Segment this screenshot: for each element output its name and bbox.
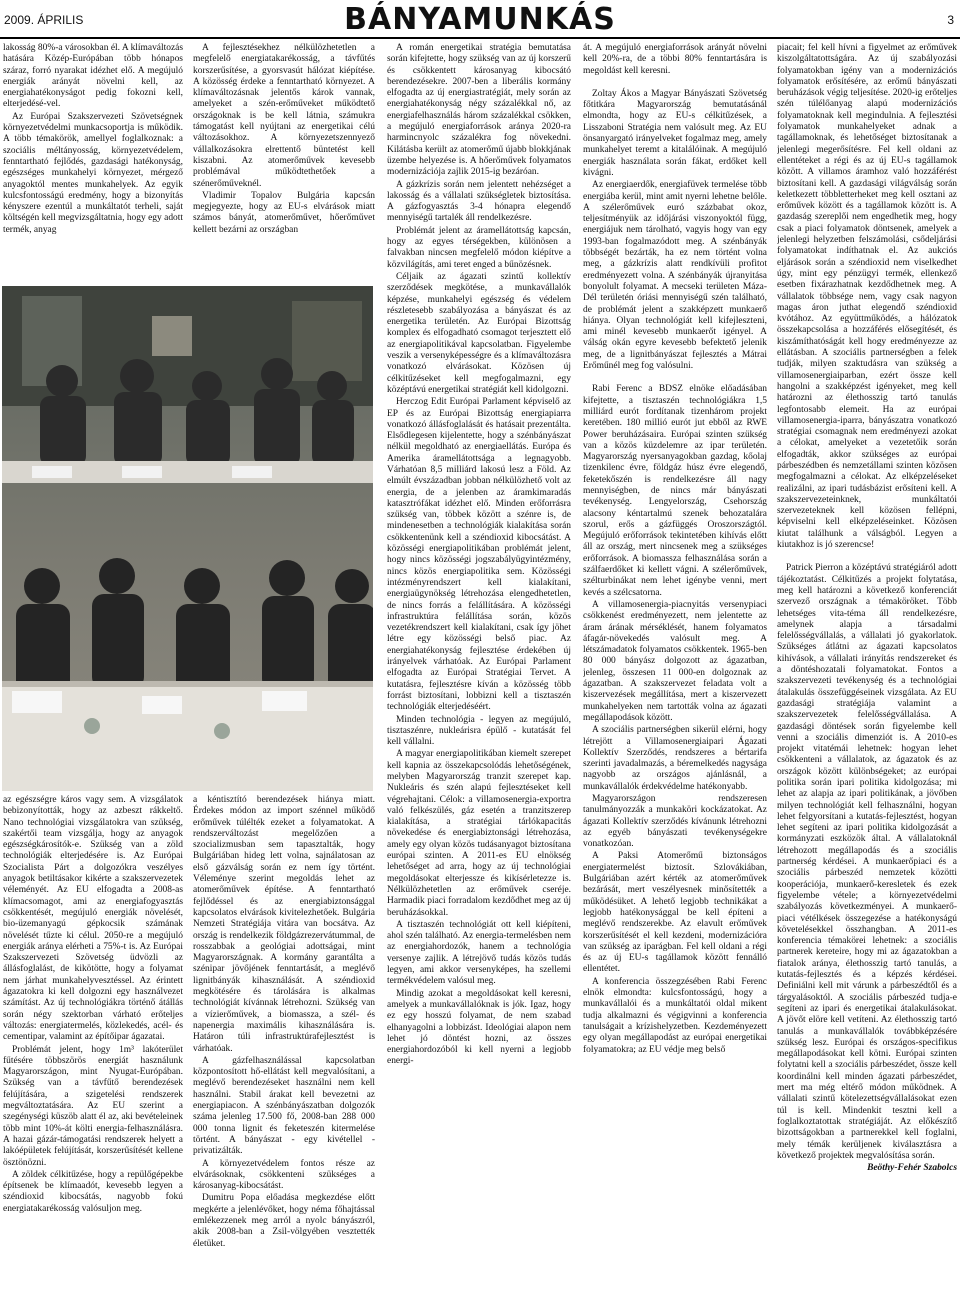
- paragraph: az egészségre káros vagy sem. A vizsgálatok bebizonyították, hogy az azbeszt rákkeltő. Nano technológiai vizsgálatokra van szükség, szakértői team vizsgálja, hogy az anyagok egészségkárosítók-e. Szükség van a zöld technológiák elterjedésére is. Az Európai Szocialista Párt a dolgozókra veszélyes anyagok betiltásakor kikérte a szakszervezetek véleményét. Az EU elfogadta a 2008-as klímacsomagot, ami az energiafogyasztás csökkentését, megújuló energiák növelését, bio-üzemanyagú gépkocsik számának növelését tűzte ki célul. 2050-re a megújuló energiák aránya elérheti a 75%-t is. Az Európai Szakszervezeti Szövetség üdvözli az állásfoglalást, de kikötötte, hogy a folyamat nem járhat munkahelyvesztéssel. Az érintett ágazatokra ki kell dolgozni egy használvezet számítást. Az új technológiákra történő átállás során négy szektorban várható erőteljes változás: energiatermelés, közlekedés, acél- és cementipar, valamint az építőipar ágazatai.: [3, 795, 183, 1043]
- paragraph: Az energiaerdők, energiafüvek termelése több energiába kerül, mint amit nyerni lehetne belőle. A szélerőművek euró százbabat okoz, teljesítményük az időjárási viszonyoktól függ, energiájuk nem tárolható, vagyis hogy van egy 1993-ban fogalmazódott meg. A szénbányák többségét bezárták, ha ez nem történt volna meg, a gázkrízis alatt rendkívüli profitot eredményezett volna. A szénbányák újranyitása bonyolult folyamat. A mecseki területen Máza-Dél területén óriási mennyiségű szén található, de problémát jelent a szakképzett munkaerő hiánya. Olyan technológiát kell kifejleszteni, ami minél kevesebb munkaerőt igényel. A válság okán egyre kevesebb befektető jelenik meg, de a lignitbányászat fejlesztés a Mátrai Erőműnél meg fog valósulni.: [583, 180, 767, 372]
- paragraph: A magyar energiapolitikában kiemelt szerepet kell kapnia az összekapcsolódás lehetőségének, melyben Magyarország tranzit szerepet kap. Nukleáris és szén alapú fejlesztéseket kell végrehajtani. Célok: a villamosenergia-exportra való felkészülés, gáz esetén a tranzitszerep kialakítása, a stratégiai tárlókapacitás növekedése és energiabiztonsági létrehozása, amely egy olyan közös tudásanyagot biztosítana európai szinten. A 2011-es EU elnökség lehetőséget ad arra, hogy az új technológiai megoldásokat elterjessze és kikísérletezze is. Nélkülözhetetlen az erőművek cseréje. Harmadik piaci forradalom kezdődhet meg az új beruházásokkal.: [387, 749, 571, 918]
- spacer: [777, 552, 957, 562]
- paragraph: A fejlesztésekhez nélkülözhetetlen a megfelelő energiatakarékosság, a távfűtés korszerűsítése, a gyorsvasút hálózat kiépítése. A közösség érdeke a fenntartható környezet. A klímaváltozásnak jelentős károk vannak, amelyeket a szén-erőműveket működtető országoknak is be kell látnia, számukra támogatást kell nyújtani az energetikai célú változásokhoz. A környezetszennyező vállalkozásokra elrettentő büntetést kell kiszabni. Az atomerőművek kevesebb problémával működtethetőek a szénerőműveknél.: [193, 43, 375, 189]
- paragraph: át. A megújuló energiaforrások arányát növelni kell 20%-ra, de a többi 80% fenntartására is megoldást kell keresni.: [583, 43, 767, 76]
- conference-photo: [2, 286, 373, 791]
- paragraph: lakosság 80%-a városokban él. A klímaváltozás hatására Közép-Európában több hónapos száraz, forró nyarakat idézhet elő. A megújuló energiák arányát növelni kell, az energiahatékonyságot pedig fokozni kell, elterjedésé-vel.: [3, 43, 183, 110]
- paragraph: Az Európai Szakszervezeti Szövetségnek környezetvédelmi munkacsoportja is működik. A több témakörök, amellyel foglalkoznak: a szociális méltányosság, környezetvédelem, fenntartható fejlődés, gazdasági hatékonyság, egészséges munkahelyi környezet, mérgező anyagoktól mentes munkahelyek. Az egyik kulcsfontosságú eredmény, hogy a bizonyítás kényszere ezentúl a munkáltatót terheli, saját költségén kell megvizsgáltatnia, hogy egy adott termék, anyag: [3, 111, 183, 235]
- author-signature: Beöthy-Fehér Szabolcs: [867, 1163, 957, 1174]
- column-4: [583, 43, 767, 1305]
- photo-illustration: [2, 286, 373, 791]
- paragraph: A környezetvédelem fontos része az elvárásoknak, csökkenteni szükséges a károsanyag-kibocsátást.: [193, 1158, 375, 1192]
- header-rule: [0, 37, 960, 39]
- paragraph: A román energetikai stratégia bemutatása során kifejtette, hogy szükség van az új korszerű és csökkentett károsanyag kibocsátó berendezésekre. 2007-ben a liberális kormány elfogadta az új energiastratégiát, mely során az energiahatékonyság négy százalékkal nő, az energiafelhasználás három százalékkal csökken, a megújuló energiaforrások aránya 2020-ra harmincnyolc százalékra fog növekedni. Kilátásba került az atomerőmű újabb blokkjának üzembe helyezése is. A hőerőművek folyamatos modernizációja zajlik 2015-ig bezáróan.: [387, 43, 571, 178]
- paragraph: piacait; fel kell hívni a figyelmet az erőművek kiszolgáltatottságára. Az új szabályozási folyamatokban igény van a modernizációs folyamatok erősítésére, az erőmű bányászati beruházások végig teljesítése. 2020-ig erőteljes szén túlélőanyag alapú modernizációs folyamatoknak kell megindulnia. A fejlesztési folyamatok munkahelyeket adnak a tagállamoknak, és lehetőséget biztosítanak a jelenlegi megerősítésre. Fel kell oldani az ellentéteket a régi és az új EU-s tagállamok között. A villamos áramhoz való hozzáférést biztosítani kell. A gazdasági világválság során keletkezett többletterheket meg kell osztani az erőművek között és a tagállamok között is. A gazdaság szereplői nem engedhetik meg, hogy csak a piaci folyamatok döntsenek, amelyek a jelenlegi helyzetben felszámolási, csődeljárási folyamatokat indíthatnak el. Az aukciós eljárások során a széndioxid nem viselkedhet úgy, mint egy pénzügyi termék, ellenkező esetben fixárazhatnak kezdődhetnek meg. A vállalatok többsége nem, vagy csak nagyon magas áron juthat elegendő széndioxid kvótához. Az együttműködés, a hálózatok összekapcsolása a hozzáférés elősegítését, és kiszámíthatóságát kell hogy eredményezze az ellátásban. A szociális partnerségben a felek tudják, milyen szaktudásra van szükség a villamosenergiaiparban, ezért össze kell hangolni a szakképzést igényeket, meg kell határozni az élethosszig tartó tanulás legfontosabb elemeit. Ha az európai villamosenergia-iparra, bányászatra vonatkozó stratégiai csomagnak nem eredményezi azokat a célokat, amelyeket a vezetetőik során elfogadták, akkor szükséges az európai párbeszédben és nemzetállami szinten közösen megfogalmazni a célokat. Az elképzeléseket realizálni, az ipari tudásbázist erősíteni kell. A szakszervezeteinknek, munkáltatói szervezeteknek kell közösen fellépni, képviselni kell elképzeléseinket. Közösen kiutat találhunk a válságból. Legyen a kiutakhoz is jó szerencse!: [777, 43, 957, 551]
- issue-date: 2009. ÁPRILIS: [4, 13, 84, 27]
- page-number: 3: [947, 13, 954, 27]
- paragraph: a kéntisztító berendezések hiánya miatt. Érdekes módon az import szénnel működő erőművek túlélték ezeket a folyamatokat. A rendszerváltozást megelőzően a szocializmusban sem tapasztalták, hogy Bulgáriában hideg lett volna, sajnálatosan az első gázválság során ez nem így történt. Véleménye szerint megoldás lehet az atomerőművek építése. A fenntartható fejlődéssel és az energiabiztonsággal kapcsolatos elvárások kivitelezhetőek. Bulgária Nemzeti Stratégiája vitára van bocsátva. Az ország is rendelkezik földgázrezervátummal, de rosszabbak a geológiai adottságai, mint Magyarországnak. A kormány garantálta a szénipar jövőjének fenntartását, a meglévő lignitbányák kihasználását. A széndioxid megkötésére és tárolására is alkalmas technológiát kívánnak létrehozni. Szükség van a vízierőművek, a biomassza, a szél- és napenergia maximális kihasználására is. Határon túli infrastruktúrafejlesztést is várhatóak.: [193, 795, 375, 1054]
- paragraph: Minden technológia - legyen az megújuló, tisztaszénre, nukleárisra épülő - kutatását fel kell vállalni.: [387, 714, 571, 748]
- paragraph: A gázkrízis során nem jelentett nehézséget a lakosság és a vállalati szükségletek biztosítása. A gázfogyasztás 3-4 hónapra elegendő mennyiségű tartalék áll rendelkezésre.: [387, 179, 571, 224]
- paragraph: A zöldek célkitűzése, hogy a repülőgépekbe építsenek be klímaadót, kevesebb legyen a széndioxid kibocsátás, nagyobb fokú energiatakarékosság valósuljon meg.: [3, 1169, 183, 1214]
- paragraph: A villamosenergia-piacnyitás versenypiaci csökkenést eredményezett, nem jelentette az áram árának mérséklését, hanem folyamatos áfagár-növekedés valósult meg. A létszámadatok folyamatos csökkentek. 1965-ben 80 000 bányász dolgozott az ágazatban, jelenleg, összesen 11 000-en dolgoznak az ágazatban. A szakszervezet feladata volt a kiszervezések megállítása, mert a kiszervezett munkahelyeken nem tartották volna az ágazati megállapodások között.: [583, 599, 767, 723]
- column-2-bottom: [193, 795, 375, 1305]
- paragraph: A gázfelhasználással kapcsolatban központosított hő-ellátást kell megvalósítani, a meglévő berendezéseket használni nem kell használni. Stabil árakat kell bevezetni az energiapiacon. A szénbányászatban dolgozók száma jelenleg 17.500 fő, 2008-ban 288 000 000 tonna lignit és feketeszén kitermelése történt. A bányászat - egy kivétellel - privatizálták.: [193, 1055, 375, 1157]
- paragraph: Magyarországon rendszeresen tanulmányozzák a munkaköri kockázatokat. Az ágazati Kollektív szerződés kívánunk létrehozni az egyéb bányászati tevékenységekre vonatkozóan.: [583, 794, 767, 850]
- masthead-title: BÁNYAMUNKÁS: [344, 2, 616, 37]
- paragraph: Patrick Pierron a középtávú stratégiáról adott tájékoztatást. Célkitűzés a projekt folytatása, meg kell határozni a következő konferenciát szervező országnak a témaköröket. Több lehetséges vita-téma áll rendelkezésre, amelynek alapja a társadalmi felelősségvállalás, a vállalati jó gyakorlatok. Szükséges átlátni az ágazati kapcsolatos kihívások, a vállalati irányítás rendszereket és a döntéshozatali folyamatokat. Fontos a szakszervezeti tevékenység és a technológiai átalakulás összefüggéseinek vizsgálata. Az EU gazdasági stratégiája valamint a szakszervezetek felelősségvállalása. A gazdasági döntések során figyelembe kell venni a szociális dimenziót is. A 2010-es projekt vitatémái lehetnek: hogyan lehet csökkenteni a vállalatok, az ágazatok és az országok között különbségeket; az európai politika során ipari politika kidolgozása; mi lehet az alapja az ipari politikának, a jövőben milyen technológiát kell felhasználni, hogyan lehet felgyorsítani a kutatás-fejlesztést, hogyan lehet segíteni az ipari politika kidolgozását a kormányzati eszközök által. A vállalatoknál létrehozott megállapodás és a szociális partnerség kérdései. A munkaerőpiaci és a szociális párbeszéd nemzetek közötti kooperációja, munkaerő-keresletek és ezek figyelembe vétele; a környezetvédelmi szabályozás következményei. A munkaerő-piaci vétélkések összegezése a hatékonyságú követelésekkel összhangban. A 2011-es konferencia témakörei lehetnek: a szociális partnerek kereteire, hogy mi az ágazatokban a fiatalok aránya, élethosszig tartó tanulás, a kutatás-fejlesztés és a képzés kérdései. Definiálni kell mit várunk a párbeszédtől és a tárgyalásoktól. A szociális párbeszéd tudja-e segíteni az ipari és energetikai átalakulásokat. A jövőt elöre kell vetíteni. Az élethosszig tartó tanulás a munkavállalók továbbképzésére szükség lesz. Európai és országos-specifikus megállapodásokat kell kötni. Európai szinten folytatni kell a szociális párbeszédet, össze kell koordinálni kell minden ágazati párbeszédet, mert ma még eltérő módon működnek. A vállalati szintű kötelezettségvállalásokat ezen túl is kell. Mindenkit tesztni kell a foglalkoztatottak stratégiáját. Az előkészítő bizottságokban a partnerekkel kell foglalni, mely témák kerüljenek kiválasztásra a következő projektek megvalósítása során.: [777, 563, 957, 1161]
- paragraph: A konferencia összegzésében Rabi Ferenc elnök elmondta: kulcsfontosságú, hogy a munkavállalói és a munkáltatói oldal mikent tudja alkalmazni és végigvinni a konferencia tanulságait a krízishelyzetben. Kezdeményezett egy olyan megállapodást az európai energetikai folyamatokra; az EU védje meg belső: [583, 976, 767, 1055]
- paragraph: A tisztaszén technológiát ott kell kiépíteni, ahol szén található. Az energia-termelésben nem az energiahordozók, hanem a technológia versenye zajlik. A létrejövő tudás közös tudás legyen, ami akkor versenyképes, ha szellemi termékvédelem valósul meg.: [387, 919, 571, 987]
- paragraph: A szociális partnerségben sikerül elérni, hogy létrejött a Villamosenergiaipari Ágazati Kollektív Szerződés, rendszeres a bértarifa szerinti javadalmazás, a béremelkedés nagysága nagyobb az országos ajánlásnál, a munkavállalók érdekvédelme hatékonyabb.: [583, 725, 767, 792]
- page-header: [0, 0, 960, 38]
- column-1-bottom: [3, 795, 183, 1305]
- paragraph: Problémát jelent az áramellátottság kapcsán, hogy az egyes térségekben, különösen a falvakban nincsen megfelelő módon kiépítve a közvilágítás, ami teret enged a bűnözésnek.: [387, 225, 571, 270]
- paragraph: A Paksi Atomerőmű biztonságos energiatermelést biztosít. Szlovákiában, Bulgáriában azért kérték az atomerőművek bezárását, mert veszélyesnek minősítették a működésüket. A lehető legjobb technikákat a legjobb hatékonysággal be kell építeni a meglévő rendszerekbe. Az elavult erőművek korszerűsítését el kell kezdeni, modernizációra van szükség az iparágban. Fel kell oldani a régi és az új EU-s tagállamok között fennálló ellentétet.: [583, 851, 767, 975]
- column-3: [387, 43, 571, 1305]
- column-5: [777, 43, 957, 1305]
- column-1-top: [3, 43, 183, 283]
- paragraph: Herczog Edit Európai Parlament képviselő az EP és az Európai Bizottság energiapiarra vonatkozó állásfoglalását és hatásait prezentálta. Elsődlegesen kijelentette, hogy a szénbányászat nélkül megoldható az energiaellátás. Európa és Amerika áramellátottsága a legnagyobb. Várhatóan 8,5 milliárd lakosú lesz a Föld. Az elmúlt évszázadban jobban nélkülözhető volt az energia, de a jelenben az áramkimaradás katasztrófákat idézhet elő. Minden erőforrásra szükség van, többek között a szénre is, de mindenesetben a technológiák kialakítása során csökkentenünk kell a széndioxid kibocsátást. A közösségi energiapolitikában problémát jelent, hogy nincs közösségi jogszabályügyintézmény, nincs közös energiapolitika sem. Közösségi intézményrendszert kell kialakítani, energiaügynökség létrehozása elengedhetetlen, de nincs forrás a felállítására. A közösségi infrastruktúra felállítása során, közös vezetékrendszert kell kialakítani, csak így jöhet létre egy közösségi belső piac. Az energiahatékonyság fejlesztése érdekében új irányelvek várhatóak. Az Európai Parlament elfogadta az Európai Stratégiai Tervet. A kutatásra, fejlesztésre kíván a közösség több forrást biztosítani, lobbizni kell a tisztaszén technológiák elterjedéséért.: [387, 397, 571, 713]
- paragraph: Vladimir Topalov Bulgária kapcsán megjegyezte, hogy az EU-s elvárások miatt számos bányát, atomerőművet, hőerőművet kellett bezárni az országban: [193, 190, 375, 235]
- paragraph: Problémát jelent, hogy 1m³ lakóterület fűtésére többszörös energiát használunk Magyarországon, mint Nyugat-Európában. Szükség van a távfűtő berendezések felújítására, a szigetelési rendszerek megváltoztatására. Az EU szerint a szegénységi küszöb alatt él az, aki bevételeinek több mint 10%-át költi energia-felhasználásra. A hazai gázár-támogatási rendszerek helyett a lakóépületek felújítását, korszerűsítését kellene ösztönözni.: [3, 1044, 183, 1168]
- paragraph: Rabi Ferenc a BDSZ elnöke előadásában kifejtette, a tisztaszén technológiákra 1,5 milliárd eurót fordítanak tizenhárom projekt keretében. 180 millió eurót jut ebből az RWE Power beruházásaira. Európai szinten szükség van a közös küzdelemre az ipar területén. Magyarország nyersanyagokban gazdag, kőolaj tizenkilenc évre, földgáz húsz évre elegendő, feketekőszén is rendelkezésre áll nagy mennyiségben, de nincs már bányászati tevékenység. Lengyelország, Csehország alacsony kéntartalmú szenek behozatalára szorul, erős a gázfüggés Oroszországtól. Megújuló erőforrások tekintetében kihívás előtt áll az ország, mert nincsenek meg a szükséges erőforrások. A biomassza felhasználása során a szálfaerdőket ki kellett vágni. A szélerőművek, szélturbinákat nem lehet igénybe venni, mert kevés a szélcsatorna.: [583, 384, 767, 598]
- spacer: [583, 78, 767, 88]
- paragraph: Zoltay Ákos a Magyar Bányászati Szövetség főtitkára Magyarország bemutatásánál elmondta, hogy az EU-s célkitűzések, a Lisszaboni Stratégia nem valósult meg. Az EU önsanyargató irányelveket fogalmaz meg, amely munkahelyet teremt a kitalálóinak. A megújuló energiák használata során fákat, erdőket kell kivágni.: [583, 88, 767, 178]
- column-2-top: [193, 43, 375, 283]
- spacer: [583, 373, 767, 383]
- paragraph: Dumitru Popa előadása megkezdése előtt megkérte a jelenlévőket, hogy néma főhajtással emlékezzenek meg arról a nyolc bányászról, akik 2008-ban a Zsil-völgyében vesztették életüket.: [193, 1193, 375, 1249]
- paragraph: Céljaik az ágazati szintű kollektív szerződések megkötése, a munkavállalók képzése, munkahelyi egészség és védelem részletesebb szabályozása a bányászat és az energetika területén. Az Európai Bizottság komplex és elfogadható csomagot terjesztett elő az energiapolitikával kapcsolatban. Figyelembe veszik a versenyképességre és a klímaváltozásra vonatkozó elvárásokat. Közösen új célkitűzéseket kell megfogalmazni, egy középtávú energetikai stratégiát kell kidolgozni.: [387, 271, 571, 395]
- paragraph: Mindig azokat a megoldásokat kell keresni, amelyek a munkavállalóknak is jók. Igaz, hogy ez egy hosszú folyamat, de nem szabad elhanyagolni a lobbizást. Ideológiai alapon nem lehet jó döntést hozni, az összes energiahordozóból ki kell nyerni a legjobb energi-: [387, 988, 571, 1067]
